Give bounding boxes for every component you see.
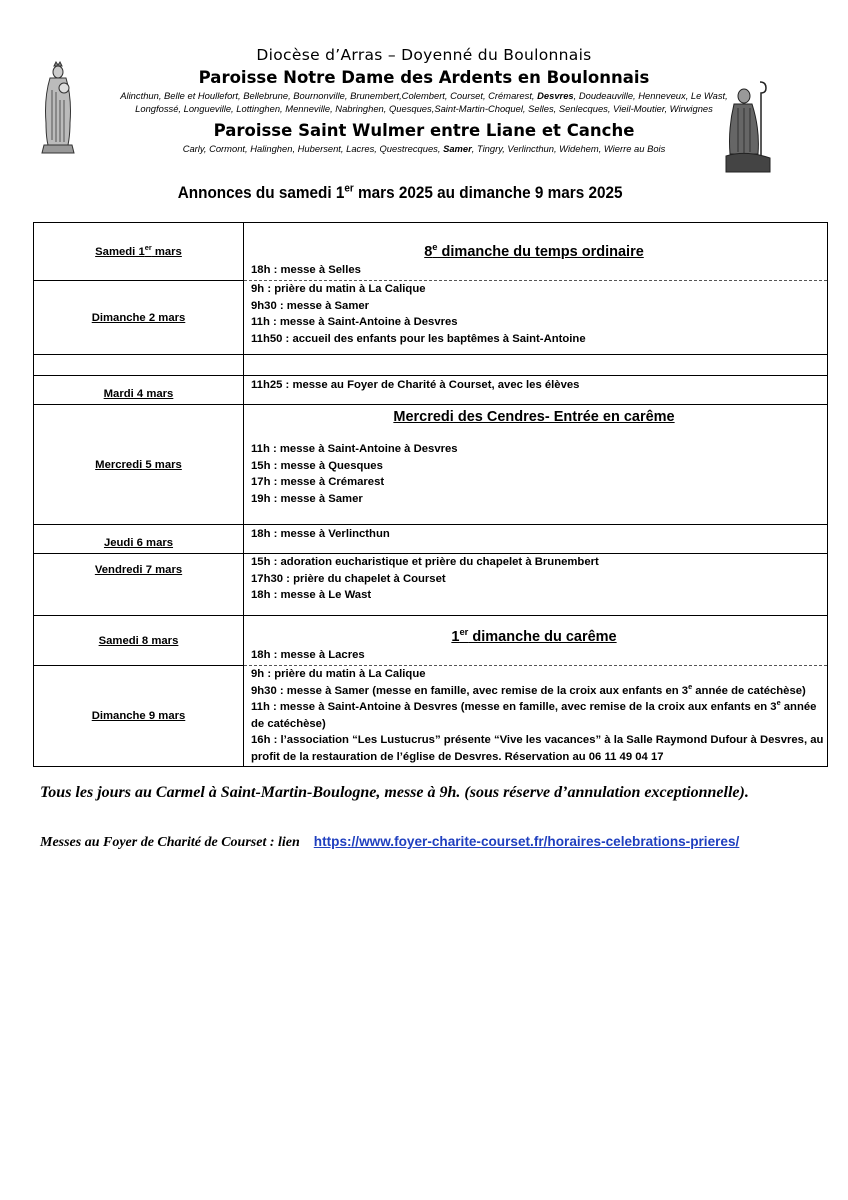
table-row-spacer [34,355,828,376]
events-cell [244,223,828,281]
schedule-table [33,222,828,767]
event-line [251,683,827,700]
table-row [34,666,828,767]
heading-text: dimanche du temps ordinaire [437,244,644,261]
parish2-towns [0,143,848,156]
event-text: année de catéchèse) [692,684,806,697]
day-label: Jeudi 6 mars [103,537,174,549]
events-cell [244,376,828,405]
event-line: 11h : messe à Saint-Antoine à Desvres [251,316,458,329]
day-label: Samedi 1 [95,245,145,258]
foyer-schedule-link[interactable]: https://www.foyer-charite-courset.fr/horaires-celebrations-prieres/ [313,834,740,849]
section-heading [251,627,827,647]
day-cell [34,616,244,666]
table-row [34,616,828,666]
towns-text: Alincthun, Belle et Houllefort, Bellebrune, Bournonville, Brunembert,Colembert, Courset, Crémarest, [120,90,538,101]
event-line: 9h : prière du matin à La Calique [251,283,426,295]
table-row [34,554,828,616]
parish1-title: Paroisse Notre Dame des Ardents en Boulonnais [198,68,650,87]
event-line: 15h : adoration eucharistique et prière du chapelet à Brunembert [251,556,599,568]
event-line: 11h50 : accueil des enfants pour les baptêmes à Saint-Antoine [251,332,586,345]
table-row [34,376,828,405]
table-row [34,223,828,281]
events-cell [244,405,828,525]
day-cell [34,405,244,525]
table-row [34,281,828,355]
day-label: Samedi 8 mars [98,634,179,647]
event-line: 18h : messe à Le Wast [251,589,372,602]
event-line: 16h : l’association “Les Lustucrus” présente “Vive les vacances” à la Salle Raymond Dufour à Desvres, au [251,734,824,747]
event-text: 9h30 : messe à Samer (messe en famille, avec remise de la croix aux enfants en 3 [251,684,689,697]
table-row [34,405,828,525]
title-sup: er [344,182,354,195]
event-line: 17h30 : prière du chapelet à Courset [251,572,446,585]
events-cell [244,525,828,554]
section-heading [251,242,827,262]
diocese-title: Diocèse d’Arras – Doyenné du Boulonnais [256,46,592,64]
event-line: 17h : messe à Crémarest [251,476,385,489]
heading-text: 8 [424,244,433,261]
event-sup: e [776,698,781,708]
day-cell [34,376,244,405]
section-heading: Mercredi des Cendres- Entrée en carême [393,409,675,425]
events-cell [244,666,828,767]
heading-sup: e [432,241,438,253]
event-line: 18h : messe à Selles [251,264,361,277]
event-text: 11h : messe à Saint-Antoine à Desvres (messe en famille, avec remise de la croix aux enfants en 3 [251,701,777,714]
day-cell [34,223,244,281]
towns-bold: Desvres [537,90,574,101]
title-text: Annonces du samedi 1 [177,183,345,202]
day-label: mars [151,245,182,258]
heading-sup: er [459,626,469,638]
day-sup: er [144,242,152,252]
foyer-notice [40,834,739,851]
day-cell [34,554,244,616]
event-line: 18h : messe à Verlincthun [251,528,390,540]
day-label: Vendredi 7 mars [94,564,183,576]
events-cell [244,554,828,616]
carmel-notice: Tous les jours au Carmel à Saint-Martin-Boulogne, messe à 9h. (sous réserve d’annulation exceptionnelle). [40,784,749,801]
foyer-label: Messes au Foyer de Charité de Courset : lien [40,835,300,850]
day-label: Mardi 4 mars [103,388,174,400]
title-text: mars 2025 au dimanche 9 mars 2025 [353,183,623,202]
towns-text: , Doudeauville, Henneveux, Le Wast, [573,90,728,101]
announcement-title [0,183,800,203]
towns-bold: Samer [443,143,472,154]
event-line: 9h30 : messe à Samer [251,299,370,312]
event-line: 18h : messe à Lacres [251,649,365,662]
towns-text: Longfossé, Longueville, Lottinghen, Menneville, Nabringhen, Quesques,Saint-Martin-Choquel, Selles, Senlecques, Vieil-Moutier, Wirwignes [135,102,713,114]
towns-text: Carly, Cormont, Halinghen, Hubersent, Lacres, Questrecques, [182,143,444,154]
day-cell [34,666,244,767]
event-sup: e [688,681,693,691]
day-cell [34,525,244,554]
event-line: 11h : messe à Saint-Antoine à Desvres [251,443,458,455]
events-cell [244,355,828,376]
day-label: Dimanche 9 mars [91,709,186,722]
event-line: profit de la restauration de l’église de Desvres. Réservation au 06 11 49 04 17 [251,750,664,763]
table-row [34,525,828,554]
day-cell [34,355,244,376]
events-cell [244,616,828,666]
day-label: Dimanche 2 mars [91,311,186,324]
day-cell [34,281,244,355]
event-line: de catéchèse) [251,717,326,730]
parish1-towns [0,90,848,115]
parish2-title: Paroisse Saint Wulmer entre Liane et Canche [213,121,635,140]
page-header [0,44,848,156]
heading-text: dimanche du carême [468,629,617,646]
day-label: Mercredi 5 mars [95,458,182,471]
event-line: 15h : messe à Quesques [251,459,383,472]
heading-text: 1 [451,629,460,646]
event-line: 9h : prière du matin à La Calique [251,668,426,680]
event-line: 11h25 : messe au Foyer de Charité à Courset, avec les élèves [251,379,580,391]
towns-text: , Tingry, Verlincthun, Widehem, Wierre au Bois [471,143,666,154]
event-line: 19h : messe à Samer [251,492,363,505]
event-text: année [780,701,817,714]
event-line [251,699,827,716]
events-cell [244,281,828,355]
